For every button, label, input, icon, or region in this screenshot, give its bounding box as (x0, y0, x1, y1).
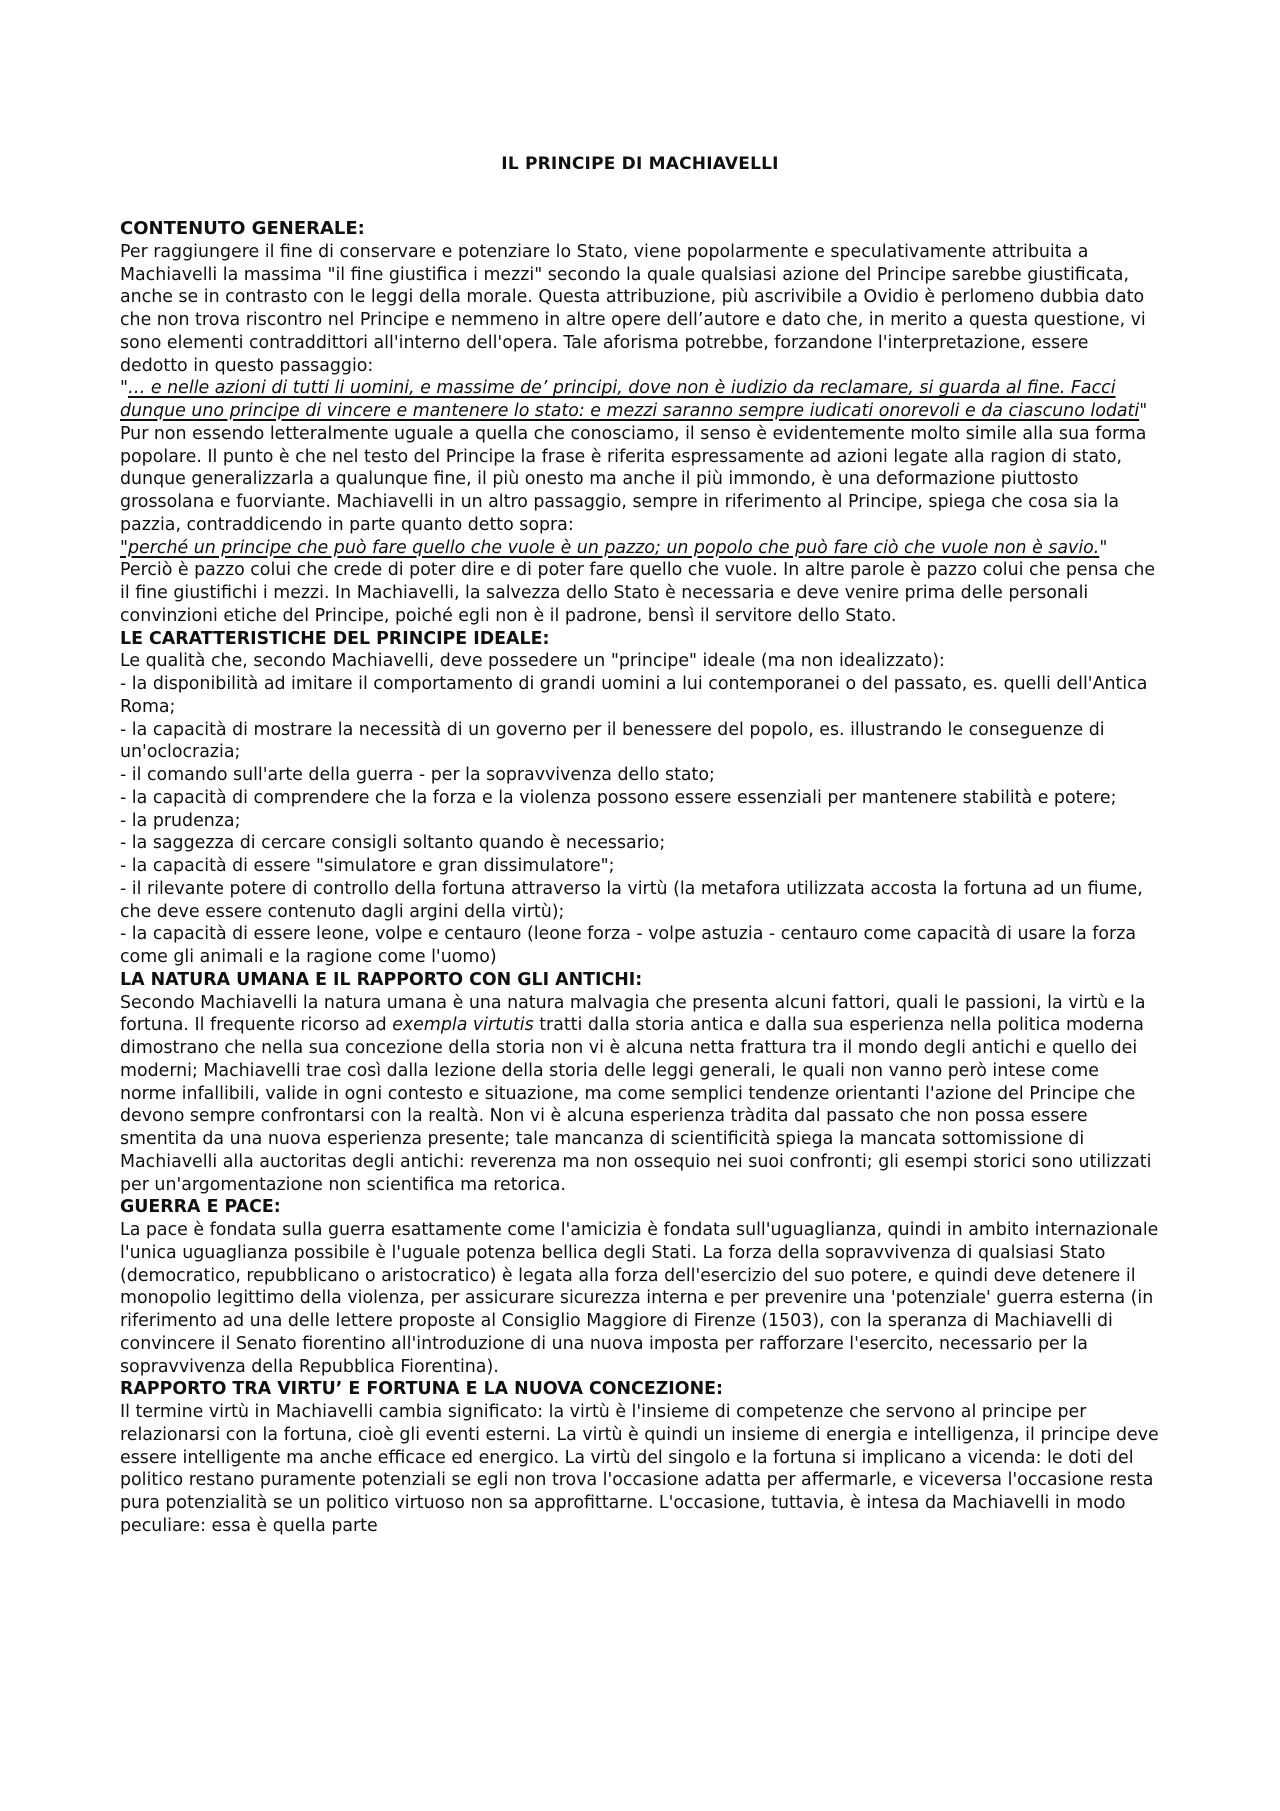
list-item: - la capacità di essere "simulatore e gran dissimulatore"; (120, 856, 615, 876)
quote-1-open: " (120, 378, 128, 399)
paragraph-natura-1 (120, 992, 1160, 1197)
section-heading-guerra: GUERRA E PACE: (120, 1197, 281, 1218)
quote-1-text: … e nelle azioni di tutti li uomini, e massime de’ principi, dove non è iudizio da reclamare, si guarda al fine. Facci dunque uno principe di vincere e mantenere lo stato: e mezzi saranno sempre iudicati onorevoli e da ciascuno lodati (120, 378, 1140, 421)
paragraph-contenuto-3: Perciò è pazzo colui che crede di poter dire e di poter fare quello che vuole. In altre parole è pazzo colui che pensa che il fine giustifichi i mezzi. In Machiavelli, la salvezza dello Stato è necessaria e deve venire prima delle personali convinzioni etiche del Principe, poiché egli non è il padrone, bensì il servitore dello Stato. (120, 560, 1156, 626)
list-item: - la capacità di mostrare la necessità di un governo per il benessere del popolo, es. illustrando le conseguenze di un'oclocrazia; (120, 719, 1105, 763)
list-item: - il comando sull'arte della guerra - per la sopravvivenza dello stato; (120, 765, 715, 785)
paragraph-contenuto-2: Pur non essendo letteralmente uguale a quella che conosciamo, il senso è evidentemente molto simile alla sua forma popolare. Il punto è che nel testo del Principe la frase è riferita espressamente ad azioni legate alla ragion di stato, dunque generalizzarla a qualunque fine, il più onesto ma anche il più immondo, è una deformazione piuttosto grossolana e fuorviante. Machiavelli in un altro passaggio, sempre in riferimento al Principe, spiega che cosa sia la pazzia, contraddicendo in parte quanto detto sopra: (120, 423, 1147, 535)
quote-block-1 (120, 377, 1160, 423)
list-item: - la saggezza di cercare consigli soltanto quando è necessario; (120, 833, 666, 854)
natura-text-a: Secondo Machiavelli la natura umana è una natura malvagia che presenta alcuni fattori, quali le passioni, la virtù e la fortuna. Il frequente ricorso ad (120, 992, 1146, 1036)
paragraph-guerra-1: La pace è fondata sulla guerra esattamente come l'amicizia è fondata sull'uguaglianza, quindi in ambito internazionale l'unica uguaglianza possibile è l'uguale potenza bellica degli Stati. La forza della sopravvivenza di qualsiasi Stato (democratico, repubblicano o aristocratico) è legata alla forza dell'esercizio del suo potere, e quindi deve detenere il monopolio legittimo della violenza, per assicurare sicurezza interna e per prevenire una 'potenziale' guerra esterna (in riferimento ad una delle lettere proposte al Consiglio Maggiore di Firenze (1503), con la speranza di Machiavelli di convincere il Senato fiorentino all'introduzione di una nuova imposta per rafforzare l'esercito, necessario per la sopravvivenza della Repubblica Fiorentina). (120, 1220, 1159, 1377)
list-item: - il rilevante potere di controllo della fortuna attraverso la virtù (la metafora utilizzata accosta la fortuna ad un fiume, che deve essere contenuto dagli argini della virtù); (120, 878, 1143, 922)
list-item: - la capacità di comprendere che la forza e la violenza possono essere essenziali per mantenere stabilità e potere; (120, 787, 1117, 808)
document-title: IL PRINCIPE DI MACHIAVELLI (501, 154, 779, 174)
paragraph-contenuto-1: Per raggiungere il fine di conservare e potenziare lo Stato, viene popolarmente e speculativamente attribuita a Machiavelli la massima "il fine giustifica i mezzi" secondo la quale qualsiasi azione del Principe sarebbe giustificata, anche se in contrasto con le leggi della morale. Questa attribuzione, più ascrivibile a Ovidio è perlomeno dubbia dato che non trova riscontro nel Principe e nemmeno in altre opere dell’autore e dato che, in merito a questa questione, vi sono elementi contraddittori all'interno dell'opera. Tale aforisma potrebbe, forzandone l'interpretazione, essere dedotto in questo passaggio: (120, 241, 1146, 376)
natura-text-italic: exempla virtutis (392, 1015, 534, 1036)
paragraph-virtu-1: Il termine virtù in Machiavelli cambia significato: la virtù è l'insieme di competenze che servono al principe per relazionarsi con la fortuna, cioè gli eventi esterni. La virtù è quindi un insieme di energia e intelligenza, il principe deve essere intelligente ma anche efficace ed energico. La virtù del singolo e la fortuna si implicano a vicenda: le doti del politico restano puramente potenziali se egli non trova l'occasione adatta per affermarle, e viceversa l'occasione resta pura potenzialità se un politico virtuoso non sa approfittarne. L'occasione, tuttavia, è intesa da Machiavelli in modo peculiare: essa è quella parte (120, 1402, 1159, 1536)
section-heading-caratteristiche: LE CARATTERISTICHE DEL PRINCIPE IDEALE: (120, 628, 550, 649)
list-item: - la prudenza; (120, 810, 241, 831)
paragraph-caratteristiche-intro: Le qualità che, secondo Machiavelli, deve possedere un "principe" ideale (ma non idealizzato): (120, 651, 945, 672)
section-heading-contenuto: CONTENUTO GENERALE: (120, 218, 365, 239)
quote-block-2 (120, 537, 1160, 560)
quote-2-close: " (1099, 537, 1108, 558)
section-heading-natura: LA NATURA UMANA E IL RAPPORTO CON GLI ANTICHI: (120, 969, 643, 990)
list-item: - la capacità di essere leone, volpe e centauro (leone forza - volpe astuzia - centauro come capacità di usare la forza come gli animali e la ragione come l'uomo) (120, 924, 1136, 967)
quote-2-text: "perché un principe che può fare quello che vuole è un pazzo; un popolo che può fare ciò che vuole non è savio. (120, 537, 1100, 558)
list-item: - la disponibilità ad imitare il comportamento di grandi uomini a lui contemporanei o del passato, es. quelli dell'Antica Roma; (120, 674, 1148, 717)
quote-1-close: " (1139, 401, 1148, 421)
natura-text-b: tratti dalla storia antica e dalla sua esperienza nella politica moderna dimostrano che nella sua concezione della storia non vi è alcuna netta frattura tra il mondo degli antichi e quello dei moderni; Machiavelli trae così dalla lezione della storia delle leggi generali, le quali non vanno però intese come norme infallibili, valide in ogni contesto e situazione, ma come semplici tendenze orientanti l'azione del Principe che devono sempre confrontarsi con la realtà. Non vi è alcuna esperienza tràdita dal passato che non possa essere smentita da una nuova esperienza presente; tale mancanza di scientificità spiega la mancata sottomissione di Machiavelli alla auctoritas degli antichi: reverenza ma non ossequio nei suoi confronti; gli esempi storici sono utilizzati per un'argomentazione non scientifica ma retorica. (120, 1015, 1152, 1195)
document-body (120, 218, 1160, 1538)
section-heading-virtu: RAPPORTO TRA VIRTU’ E FORTUNA E LA NUOVA CONCEZIONE: (120, 1379, 723, 1400)
